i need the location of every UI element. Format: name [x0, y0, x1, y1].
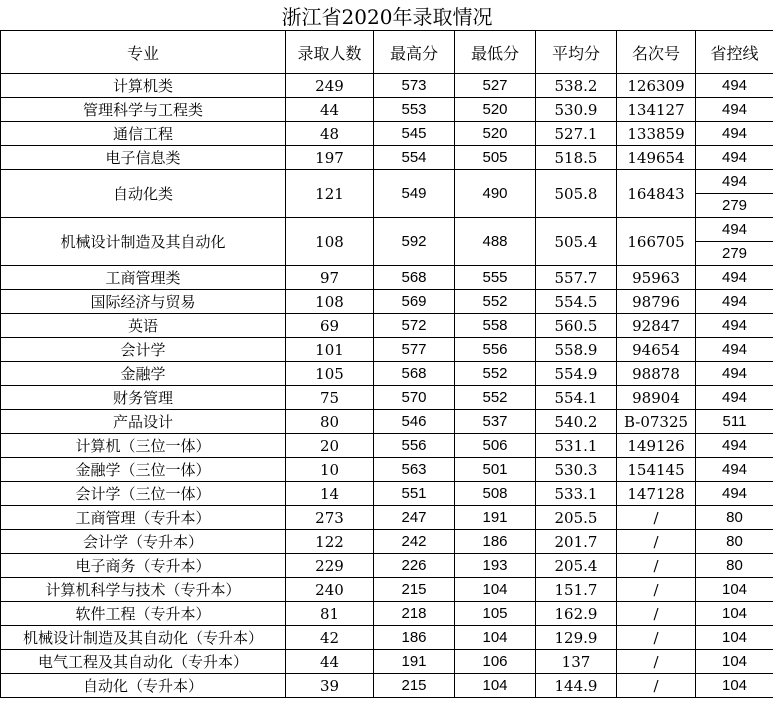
control-line-cell: 80: [696, 506, 773, 530]
min-score-cell: 488: [455, 218, 536, 266]
avg-score-cell: 554.1: [536, 386, 617, 410]
count-cell: 273: [286, 506, 374, 530]
count-cell: 75: [286, 386, 374, 410]
table-row: [1, 554, 773, 578]
min-score-cell: 552: [455, 290, 536, 314]
control-line-cell: 494: [696, 122, 773, 146]
control-line-cell: 494: [696, 218, 773, 242]
control-line-cell: 104: [696, 602, 773, 626]
major-cell: 英语: [1, 314, 286, 338]
max-score-cell: 572: [374, 314, 455, 338]
rank-cell: 98796: [617, 290, 696, 314]
rank-cell: 154145: [617, 458, 696, 482]
avg-score-cell: 505.4: [536, 218, 617, 266]
table-row: [1, 290, 773, 314]
max-score-cell: 554: [374, 146, 455, 170]
avg-score-cell: 201.7: [536, 530, 617, 554]
table-row: [1, 362, 773, 386]
min-score-cell: 105: [455, 602, 536, 626]
table-row: [1, 530, 773, 554]
table-row: [1, 314, 773, 338]
rank-cell: /: [617, 602, 696, 626]
major-cell: 机械设计制造及其自动化: [1, 218, 286, 266]
header-control-line: 省控线: [696, 31, 773, 74]
max-score-cell: 546: [374, 410, 455, 434]
control-line-cell: 494: [696, 386, 773, 410]
major-cell: 计算机科学与技术（专升本）: [1, 578, 286, 602]
control-line-cell: 494: [696, 458, 773, 482]
min-score-cell: 537: [455, 410, 536, 434]
table-row: [1, 218, 773, 242]
table-row: [1, 122, 773, 146]
count-cell: 108: [286, 218, 374, 266]
avg-score-cell: 558.9: [536, 338, 617, 362]
avg-score-cell: 527.1: [536, 122, 617, 146]
avg-score-cell: 554.9: [536, 362, 617, 386]
control-line-cell: 80: [696, 530, 773, 554]
rank-cell: 126309: [617, 74, 696, 98]
count-cell: 44: [286, 98, 374, 122]
min-score-cell: 490: [455, 170, 536, 218]
control-line-cell: 494: [696, 266, 773, 290]
avg-score-cell: 518.5: [536, 146, 617, 170]
control-line-cell: 494: [696, 74, 773, 98]
avg-score-cell: 137: [536, 650, 617, 674]
max-score-cell: 247: [374, 506, 455, 530]
major-cell: 软件工程（专升本）: [1, 602, 286, 626]
max-score-cell: 186: [374, 626, 455, 650]
rank-cell: /: [617, 530, 696, 554]
major-cell: 会计学: [1, 338, 286, 362]
max-score-cell: 568: [374, 362, 455, 386]
max-score-cell: 215: [374, 674, 455, 698]
control-line-cell: 511: [696, 410, 773, 434]
max-score-cell: 226: [374, 554, 455, 578]
rank-cell: 134127: [617, 98, 696, 122]
table-row: [1, 674, 773, 698]
header-max-score: 最高分: [374, 31, 455, 74]
control-line-cell: 494: [696, 314, 773, 338]
control-line-cell: 494: [696, 170, 773, 194]
avg-score-cell: 205.5: [536, 506, 617, 530]
avg-score-cell: 554.5: [536, 290, 617, 314]
table-row: [1, 506, 773, 530]
avg-score-cell: 505.8: [536, 170, 617, 218]
min-score-cell: 558: [455, 314, 536, 338]
rank-cell: 166705: [617, 218, 696, 266]
rank-cell: 149126: [617, 434, 696, 458]
major-cell: 电子信息类: [1, 146, 286, 170]
count-cell: 69: [286, 314, 374, 338]
avg-score-cell: 144.9: [536, 674, 617, 698]
max-score-cell: 573: [374, 74, 455, 98]
min-score-cell: 191: [455, 506, 536, 530]
major-cell: 电气工程及其自动化（专升本）: [1, 650, 286, 674]
header-avg-score: 平均分: [536, 31, 617, 74]
count-cell: 42: [286, 626, 374, 650]
control-line-cell: 494: [696, 338, 773, 362]
count-cell: 101: [286, 338, 374, 362]
table-row: [1, 74, 773, 98]
count-cell: 121: [286, 170, 374, 218]
min-score-cell: 104: [455, 626, 536, 650]
table-row: [1, 170, 773, 194]
rank-cell: /: [617, 626, 696, 650]
count-cell: 48: [286, 122, 374, 146]
rank-cell: 164843: [617, 170, 696, 218]
control-line-cell: 104: [696, 626, 773, 650]
min-score-cell: 520: [455, 122, 536, 146]
avg-score-cell: 162.9: [536, 602, 617, 626]
header-count: 录取人数: [286, 31, 374, 74]
control-line-cell: 494: [696, 146, 773, 170]
count-cell: 81: [286, 602, 374, 626]
table-row: [1, 410, 773, 434]
max-score-cell: 553: [374, 98, 455, 122]
avg-score-cell: 538.2: [536, 74, 617, 98]
table-row: [1, 98, 773, 122]
header-row: [1, 31, 773, 74]
avg-score-cell: 560.5: [536, 314, 617, 338]
min-score-cell: 505: [455, 146, 536, 170]
rank-cell: 94654: [617, 338, 696, 362]
major-cell: 电子商务（专升本）: [1, 554, 286, 578]
min-score-cell: 104: [455, 578, 536, 602]
major-cell: 金融学: [1, 362, 286, 386]
control-line-cell: 494: [696, 98, 773, 122]
max-score-cell: 215: [374, 578, 455, 602]
count-cell: 39: [286, 674, 374, 698]
count-cell: 97: [286, 266, 374, 290]
table-row: [1, 482, 773, 506]
table-row: [1, 266, 773, 290]
major-cell: 工商管理类: [1, 266, 286, 290]
major-cell: 自动化类: [1, 170, 286, 218]
control-line-cell: 494: [696, 434, 773, 458]
table-row: [1, 386, 773, 410]
min-score-cell: 193: [455, 554, 536, 578]
max-score-cell: 551: [374, 482, 455, 506]
count-cell: 108: [286, 290, 374, 314]
rank-cell: 98878: [617, 362, 696, 386]
table-row: [1, 578, 773, 602]
count-cell: 122: [286, 530, 374, 554]
table-row: [1, 458, 773, 482]
count-cell: 44: [286, 650, 374, 674]
min-score-cell: 552: [455, 362, 536, 386]
min-score-cell: 501: [455, 458, 536, 482]
major-cell: 工商管理（专升本）: [1, 506, 286, 530]
control-line-cell: 494: [696, 290, 773, 314]
max-score-cell: 563: [374, 458, 455, 482]
rank-cell: 92847: [617, 314, 696, 338]
rank-cell: /: [617, 674, 696, 698]
rank-cell: 95963: [617, 266, 696, 290]
rank-cell: 98904: [617, 386, 696, 410]
max-score-cell: 569: [374, 290, 455, 314]
major-cell: 财务管理: [1, 386, 286, 410]
avg-score-cell: 530.3: [536, 458, 617, 482]
min-score-cell: 520: [455, 98, 536, 122]
max-score-cell: 545: [374, 122, 455, 146]
count-cell: 249: [286, 74, 374, 98]
major-cell: 会计学（专升本）: [1, 530, 286, 554]
control-line-cell: 104: [696, 674, 773, 698]
avg-score-cell: 533.1: [536, 482, 617, 506]
table-row: [1, 626, 773, 650]
rank-cell: /: [617, 650, 696, 674]
major-cell: 通信工程: [1, 122, 286, 146]
major-cell: 计算机（三位一体）: [1, 434, 286, 458]
count-cell: 240: [286, 578, 374, 602]
major-cell: 金融学（三位一体）: [1, 458, 286, 482]
count-cell: 80: [286, 410, 374, 434]
control-line-cell: 494: [696, 362, 773, 386]
max-score-cell: 570: [374, 386, 455, 410]
rank-cell: 149654: [617, 146, 696, 170]
major-cell: 计算机类: [1, 74, 286, 98]
min-score-cell: 527: [455, 74, 536, 98]
major-cell: 管理科学与工程类: [1, 98, 286, 122]
control-line-cell: 279: [696, 194, 773, 218]
avg-score-cell: 151.7: [536, 578, 617, 602]
max-score-cell: 218: [374, 602, 455, 626]
count-cell: 105: [286, 362, 374, 386]
major-cell: 会计学（三位一体）: [1, 482, 286, 506]
header-min-score: 最低分: [455, 31, 536, 74]
header-rank: 名次号: [617, 31, 696, 74]
control-line-cell: 104: [696, 578, 773, 602]
min-score-cell: 186: [455, 530, 536, 554]
table-row: [1, 434, 773, 458]
count-cell: 229: [286, 554, 374, 578]
min-score-cell: 508: [455, 482, 536, 506]
avg-score-cell: 531.1: [536, 434, 617, 458]
avg-score-cell: 530.9: [536, 98, 617, 122]
rank-cell: 147128: [617, 482, 696, 506]
max-score-cell: 556: [374, 434, 455, 458]
count-cell: 20: [286, 434, 374, 458]
avg-score-cell: 205.4: [536, 554, 617, 578]
table-row: [1, 338, 773, 362]
max-score-cell: 577: [374, 338, 455, 362]
major-cell: 国际经济与贸易: [1, 290, 286, 314]
min-score-cell: 555: [455, 266, 536, 290]
max-score-cell: 549: [374, 170, 455, 218]
avg-score-cell: 129.9: [536, 626, 617, 650]
header-major: 专业: [1, 31, 286, 74]
major-cell: 自动化（专升本）: [1, 674, 286, 698]
control-line-cell: 104: [696, 650, 773, 674]
count-cell: 14: [286, 482, 374, 506]
max-score-cell: 242: [374, 530, 455, 554]
avg-score-cell: 557.7: [536, 266, 617, 290]
min-score-cell: 556: [455, 338, 536, 362]
rank-cell: /: [617, 554, 696, 578]
min-score-cell: 506: [455, 434, 536, 458]
table-row: [1, 146, 773, 170]
table-row: [1, 602, 773, 626]
major-cell: 机械设计制造及其自动化（专升本）: [1, 626, 286, 650]
min-score-cell: 552: [455, 386, 536, 410]
control-line-cell: 279: [696, 242, 773, 266]
rank-cell: /: [617, 506, 696, 530]
min-score-cell: 106: [455, 650, 536, 674]
rank-cell: 133859: [617, 122, 696, 146]
rank-cell: B-07325: [617, 410, 696, 434]
rank-cell: /: [617, 578, 696, 602]
table-title: 浙江省2020年录取情况: [1, 0, 773, 31]
count-cell: 197: [286, 146, 374, 170]
table-row: [1, 650, 773, 674]
avg-score-cell: 540.2: [536, 410, 617, 434]
min-score-cell: 104: [455, 674, 536, 698]
max-score-cell: 568: [374, 266, 455, 290]
major-cell: 产品设计: [1, 410, 286, 434]
count-cell: 10: [286, 458, 374, 482]
control-line-cell: 494: [696, 482, 773, 506]
control-line-cell: 80: [696, 554, 773, 578]
max-score-cell: 191: [374, 650, 455, 674]
max-score-cell: 592: [374, 218, 455, 266]
